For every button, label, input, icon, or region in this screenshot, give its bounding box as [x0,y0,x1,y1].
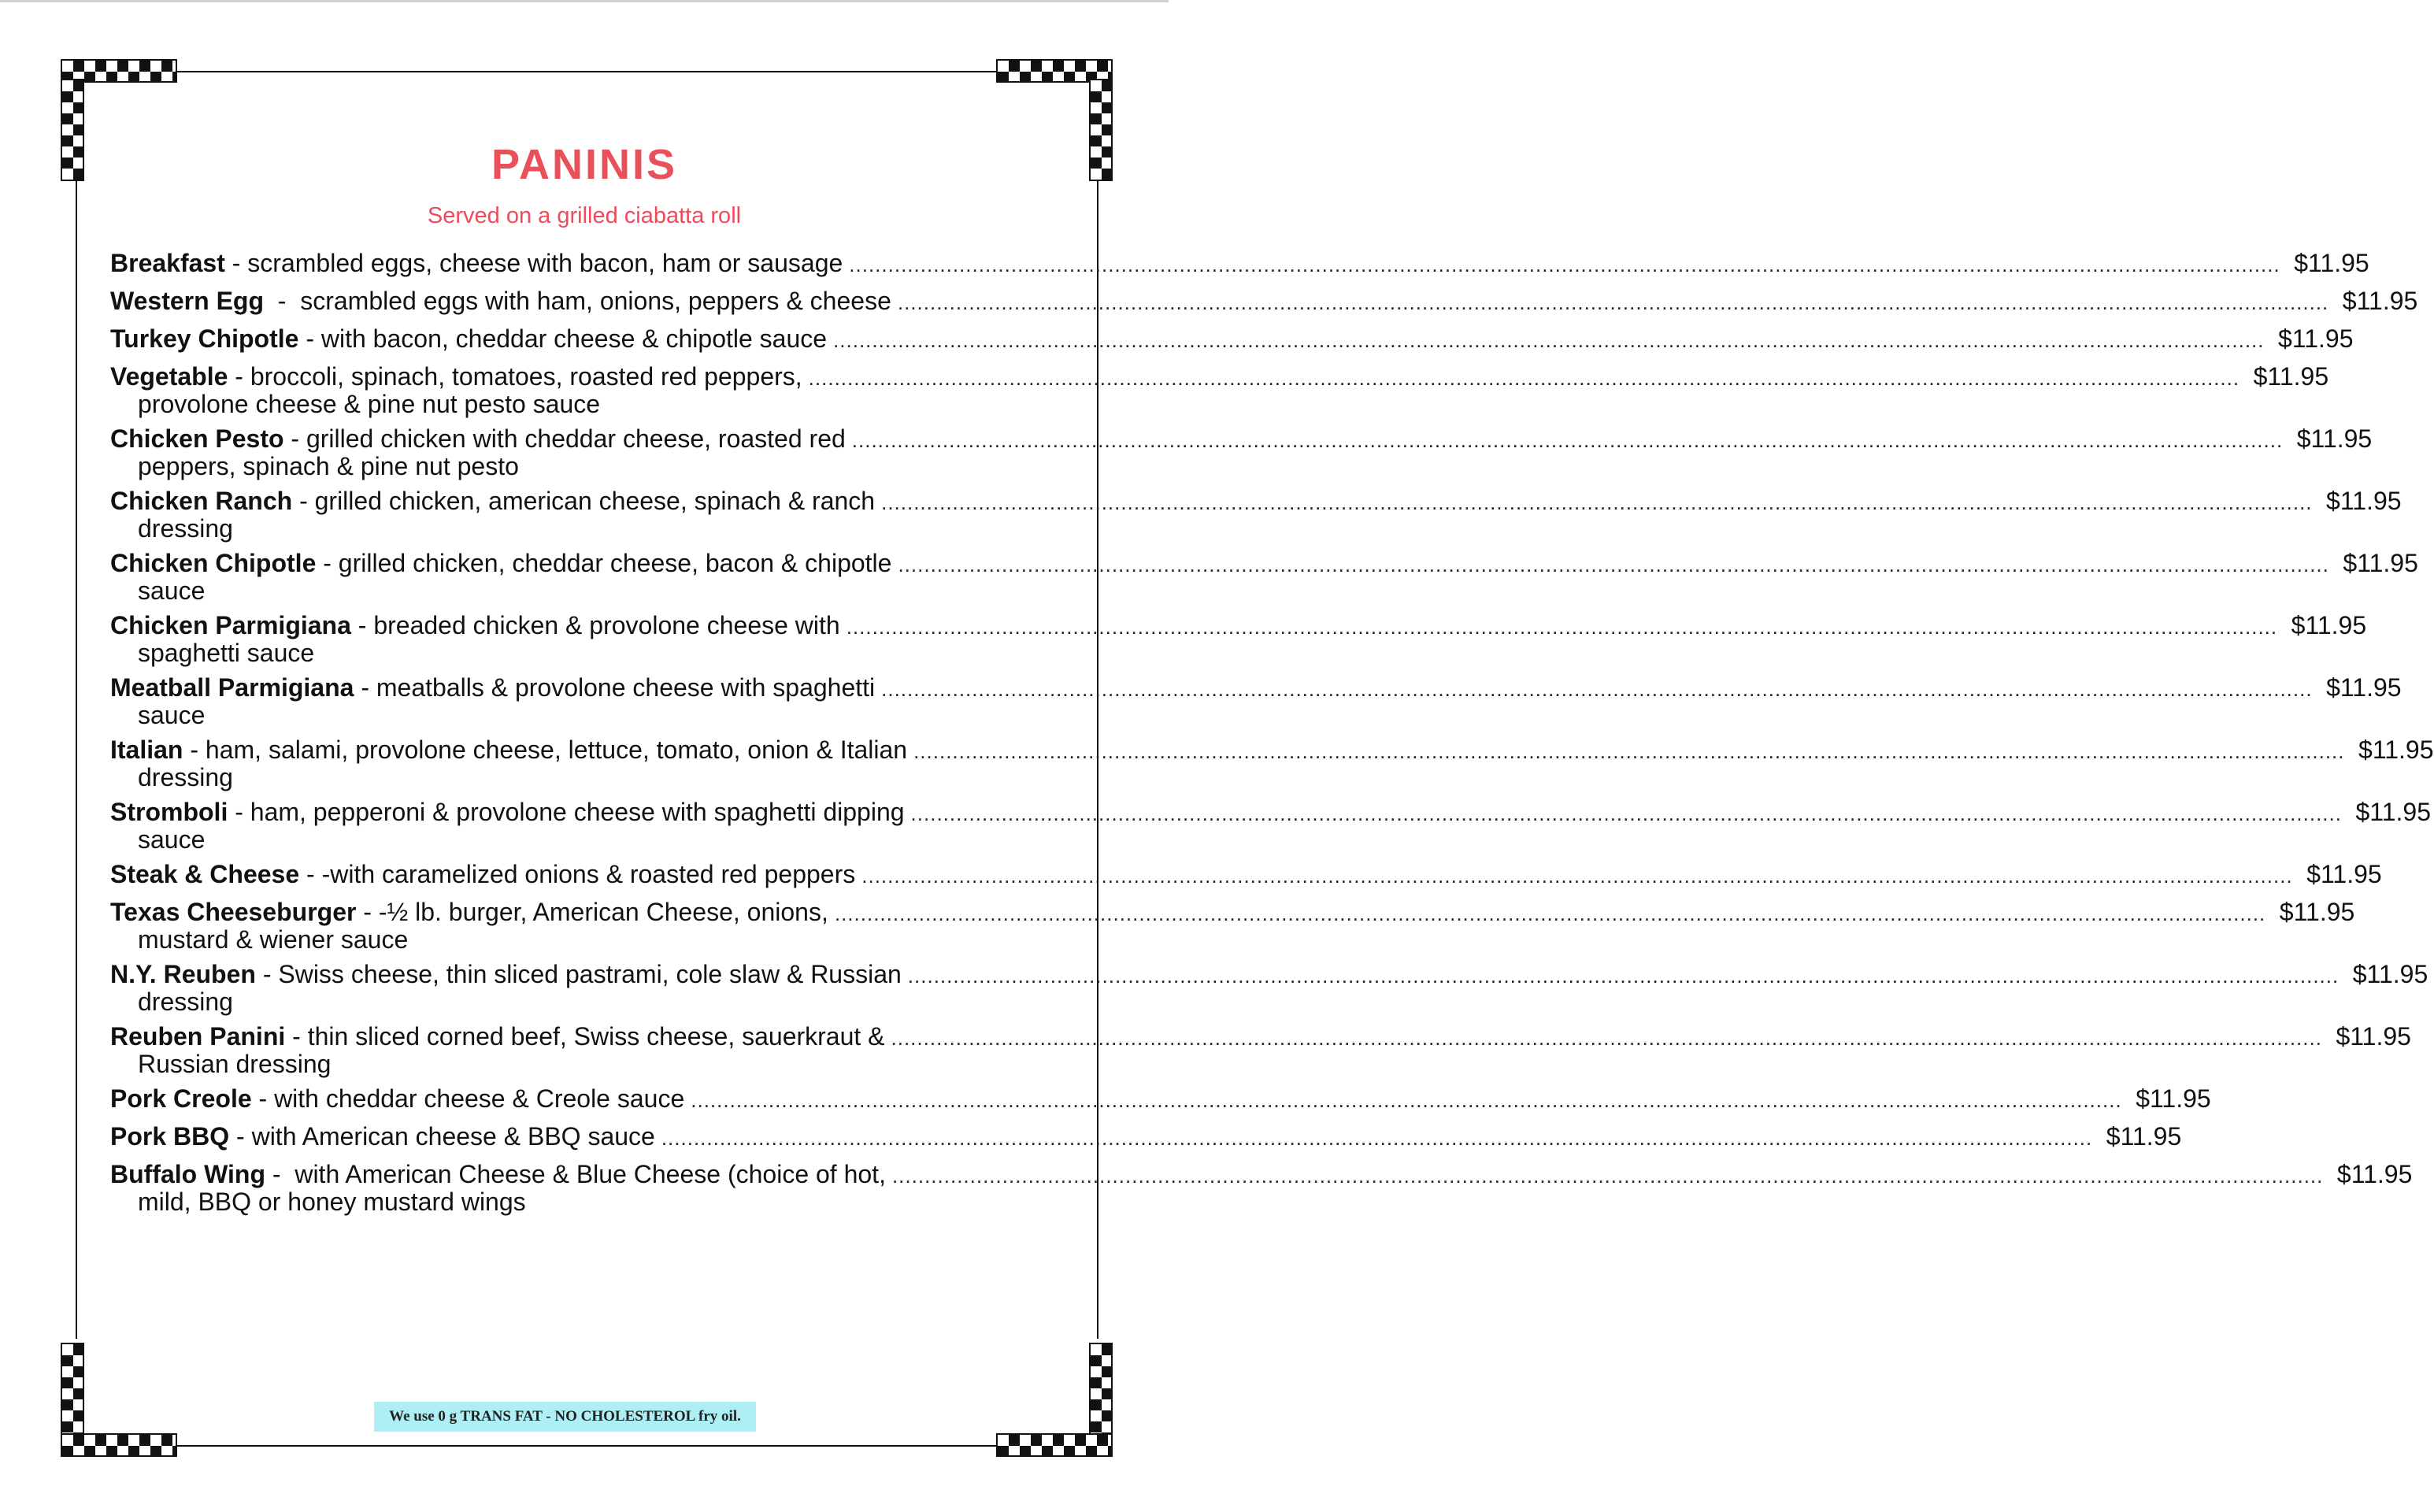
dot-leader [892,1157,2323,1194]
menu-item-name: Western Egg [110,287,264,315]
menu-item-name: N.Y. Reuben [110,960,256,988]
dot-leader [881,670,2312,707]
menu-item-description-continued: dressing [138,514,233,543]
menu-item-name: Chicken Parmigiana [110,611,351,639]
menu-item-price: $11.95 [2358,736,2434,764]
menu-item-price: $11.95 [2342,287,2418,315]
menu-item-text [110,857,855,892]
menu-item-row [110,732,2434,768]
menu-item-name: Vegetable [110,362,228,391]
menu-item-name: Buffalo Wing [110,1160,265,1188]
menu-item-name: Stromboli [110,798,228,826]
menu-item-row [110,957,2428,992]
dot-leader [835,895,2265,932]
menu-item-name: Texas Cheeseburger [110,898,357,926]
menu-item-row [110,1081,2211,1117]
menu-item-price: $11.95 [2343,549,2418,577]
menu-item [110,1019,2411,1078]
menu-item-price: $11.95 [2336,1022,2411,1051]
menu-item [110,957,2428,1016]
menu-item [110,1081,2211,1117]
menu-item-description: - ham, pepperoni & provolone cheese with spaghetti dipping [228,798,905,826]
menu-item [110,670,2402,729]
menu-item-name: Pork Creole [110,1084,252,1113]
menu-item-price: $11.95 [2326,673,2402,702]
menu-item-price: $11.95 [2278,324,2354,353]
menu-item-price: $11.95 [2106,1122,2182,1151]
menu-item-description: - grilled chicken, cheddar cheese, bacon & chipotle [316,549,892,577]
menu-item-name: Chicken Ranch [110,487,293,515]
dot-leader [849,246,2280,283]
frame-top-border [177,71,1000,72]
menu-item-price: $11.95 [2294,249,2369,277]
menu-item [110,795,2431,854]
dot-leader [847,608,2277,645]
menu-item-description-continued: mild, BBQ or honey mustard wings [138,1188,526,1216]
menu-item-text [110,795,905,830]
menu-item-price: $11.95 [2136,1084,2211,1113]
menu-item-row [110,795,2431,830]
scan-edge [0,0,1169,2]
menu-item-description-continued: dressing [138,763,233,791]
menu-item-row [110,1119,2182,1154]
menu-item-row [110,246,2369,281]
menu-item-description: - scrambled eggs with ham, onions, peppers & cheese [264,287,891,315]
menu-item-description-continued: Russian dressing [138,1050,332,1078]
menu-item-description: - thin sliced corned beef, Swiss cheese, sauerkraut & [285,1022,885,1051]
menu-item [110,321,2354,357]
menu-item-price: $11.95 [2291,611,2367,639]
menu-item-row [110,670,2402,706]
dot-leader [898,284,2328,321]
menu-item-price: $11.95 [2306,860,2382,888]
menu-item-description-continued: spaghetti sauce [138,639,315,667]
menu-item [110,546,2418,605]
menu-item-name: Italian [110,736,183,764]
menu-item [110,895,2355,954]
menu-item-row [110,546,2418,581]
checker-corner-bottom-right-v [1089,1343,1113,1445]
menu-item [110,359,2329,418]
dot-leader [911,795,2342,832]
menu-item-description-continued: sauce [138,576,206,605]
dot-leader [913,732,2344,769]
menu-item-row [110,484,2402,519]
menu-item-price: $11.95 [2326,487,2402,515]
menu-item-name: Steak & Cheese [110,860,300,888]
menu-item-description: - meatballs & provolone cheese with spaghetti [354,673,876,702]
menu-item [110,1119,2182,1154]
page-title: PANINIS [491,141,678,188]
menu-item [110,284,2418,319]
dot-leader [691,1081,2121,1118]
menu-item-text [110,321,827,357]
menu-item-text [110,246,843,281]
menu-item-description-continued: dressing [138,988,233,1016]
menu-item-text [110,284,891,319]
dot-leader [898,546,2328,583]
menu-item-description: - Swiss cheese, thin sliced pastrami, cole slaw & Russian [255,960,902,988]
menu-item-name: Reuben Panini [110,1022,286,1051]
menu-item [110,1157,2413,1216]
dot-leader [852,421,2283,458]
footer-note: We use 0 g TRANS FAT - NO CHOLESTEROL fry oil. [374,1402,756,1432]
menu-item-description: - breaded chicken & provolone cheese with [350,611,840,639]
menu-item-description-continued: mustard & wiener sauce [138,925,409,954]
dot-leader [833,321,2264,358]
checker-corner-bottom-right-h [996,1433,1113,1457]
menu-item-price: $11.95 [2253,362,2329,391]
frame-left-border [76,173,77,1339]
menu-item [110,732,2434,791]
menu-item-name: Turkey Chipotle [110,324,299,353]
menu-item-price: $11.95 [2279,898,2355,926]
menu-item-description: - broccoli, spinach, tomatoes, roasted red peppers, [228,362,802,391]
menu-item-price: $11.95 [2296,424,2373,453]
menu-item-row [110,857,2382,892]
dot-leader [891,1019,2322,1056]
menu-item-text [110,670,875,706]
menu-item-name: Meatball Parmigiana [110,673,354,702]
menu-item-price: $11.95 [2352,960,2428,988]
menu-item-description: - with American Cheese & Blue Cheese (choice of hot, [265,1160,886,1188]
page-subtitle: Served on a grilled ciabatta roll [427,203,742,228]
menu-item-text [110,546,891,581]
menu-item-description-continued: sauce [138,701,206,729]
menu-item-description: - grilled chicken, american cheese, spinach & ranch [292,487,876,515]
checker-corner-bottom-left-v [61,1343,84,1445]
menu-item [110,484,2402,543]
menu-item-name: Chicken Pesto [110,424,284,453]
frame-bottom-border [177,1445,1000,1447]
menu-item [110,857,2382,892]
menu-item-description-continued: provolone cheese & pine nut pesto sauce [138,390,601,418]
menu-item-description: - scrambled eggs, cheese with bacon, ham or sausage [224,249,843,277]
menu-item-name: Pork BBQ [110,1122,230,1151]
menu-list [110,246,2434,1219]
menu-item [110,246,2369,281]
menu-item-description: - with bacon, cheddar cheese & chipotle sauce [298,324,828,353]
dot-leader [881,484,2312,521]
menu-item-description: - -½ lb. burger, American Cheese, onions, [356,898,828,926]
menu-item-price: $11.95 [2336,1160,2413,1188]
menu-item-price: $11.95 [2355,798,2431,826]
menu-item-description: - with American cheese & BBQ sauce [229,1122,655,1151]
menu-item-name: Breakfast [110,249,225,277]
checker-corner-bottom-left-h [61,1433,177,1457]
menu-item-text [110,1119,655,1154]
menu-item [110,421,2373,480]
menu-item-description: - with cheddar cheese & Creole sauce [251,1084,685,1113]
menu-item-description: - ham, salami, provolone cheese, lettuce, tomato, onion & Italian [183,736,908,764]
menu-item-description: - grilled chicken with cheddar cheese, roasted red [283,424,846,453]
menu-item-name: Chicken Chipotle [110,549,317,577]
dot-leader [908,957,2339,994]
menu-item [110,608,2367,667]
menu-item-text [110,1081,684,1117]
menu-item-description-continued: peppers, spinach & pine nut pesto [138,452,519,480]
dot-leader [661,1119,2092,1156]
menu-item-description: - -with caramelized onions & roasted red peppers [299,860,856,888]
menu-item-row [110,321,2354,357]
menu-item-row [110,284,2418,319]
dot-leader [861,857,2292,894]
menu-item-description-continued: sauce [138,825,206,854]
dot-leader [809,359,2240,396]
